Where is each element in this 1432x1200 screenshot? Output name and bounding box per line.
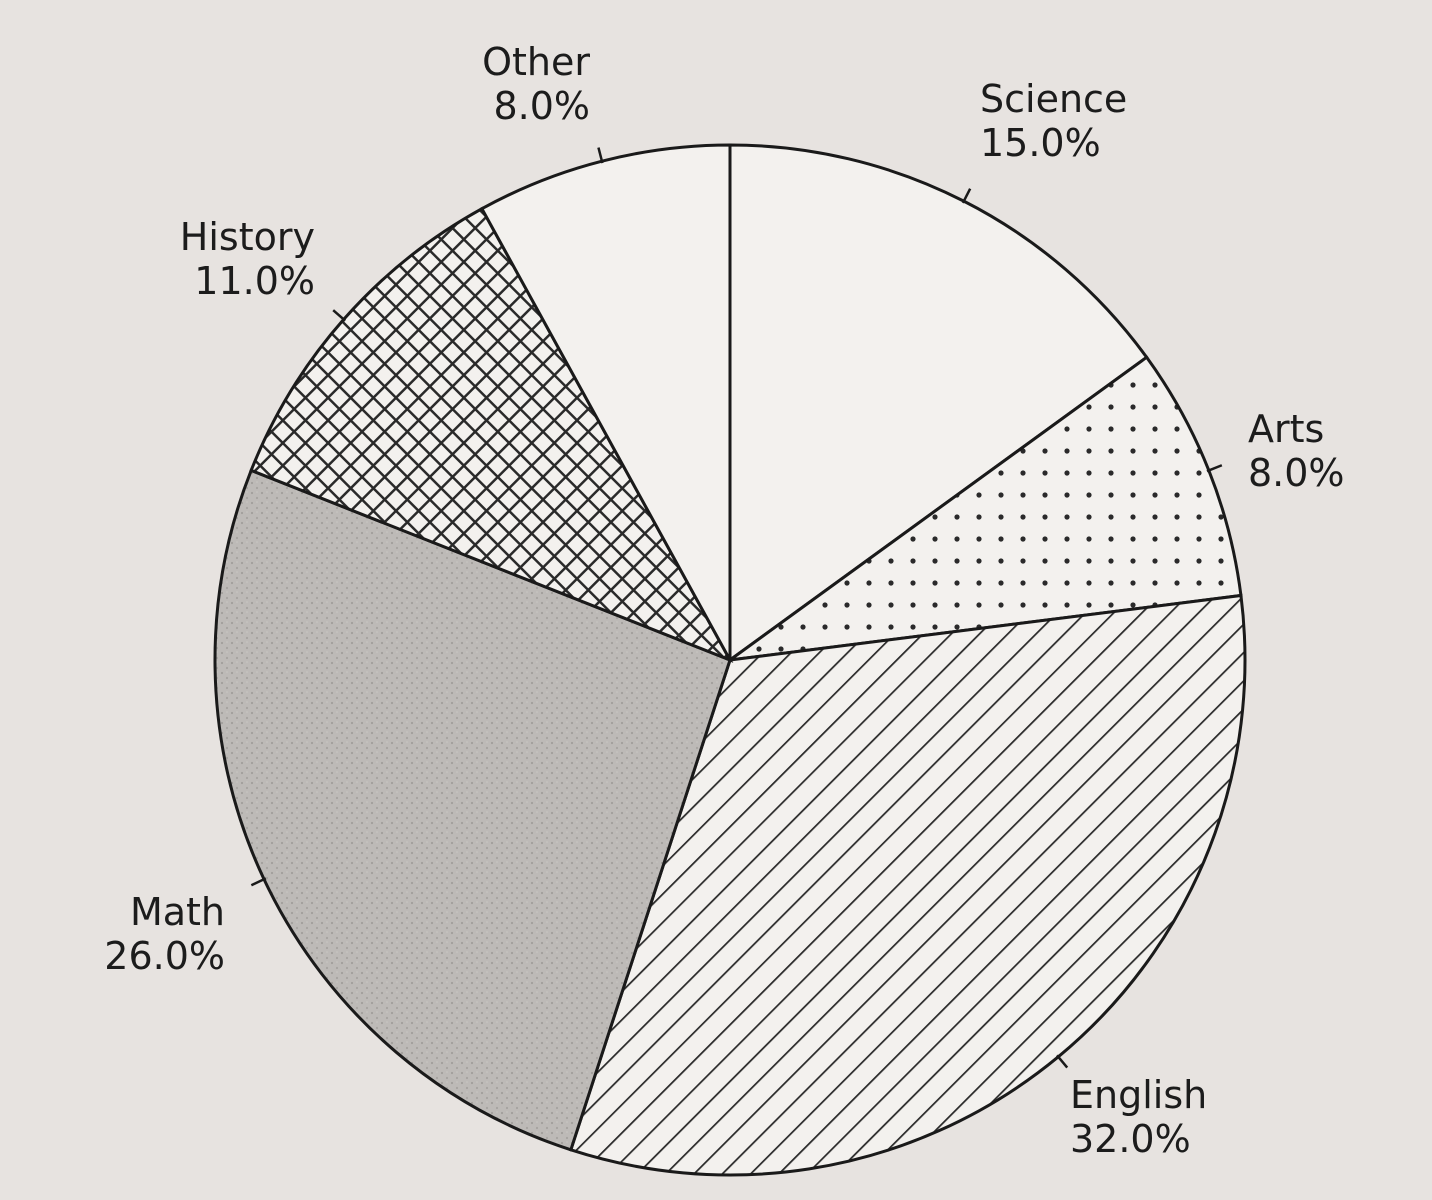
slice-label-english: English [1070,1073,1208,1117]
slice-percent-english: 32.0% [1070,1117,1191,1161]
slice-label-math: Math [129,890,225,934]
leader-line-science [963,189,970,203]
slice-label-history: History [179,215,315,259]
slice-percent-math: 26.0% [104,934,225,978]
slice-percent-other: 8.0% [493,84,590,128]
slice-label-arts: Arts [1248,407,1325,451]
slice-label-other: Other [482,40,590,84]
slice-percent-arts: 8.0% [1248,451,1345,495]
leader-line-english [1057,1055,1067,1067]
slice-label-science: Science [980,77,1128,121]
slice-percent-history: 11.0% [194,259,315,303]
slice-percent-science: 15.0% [980,121,1101,165]
leader-line-history [333,310,345,321]
